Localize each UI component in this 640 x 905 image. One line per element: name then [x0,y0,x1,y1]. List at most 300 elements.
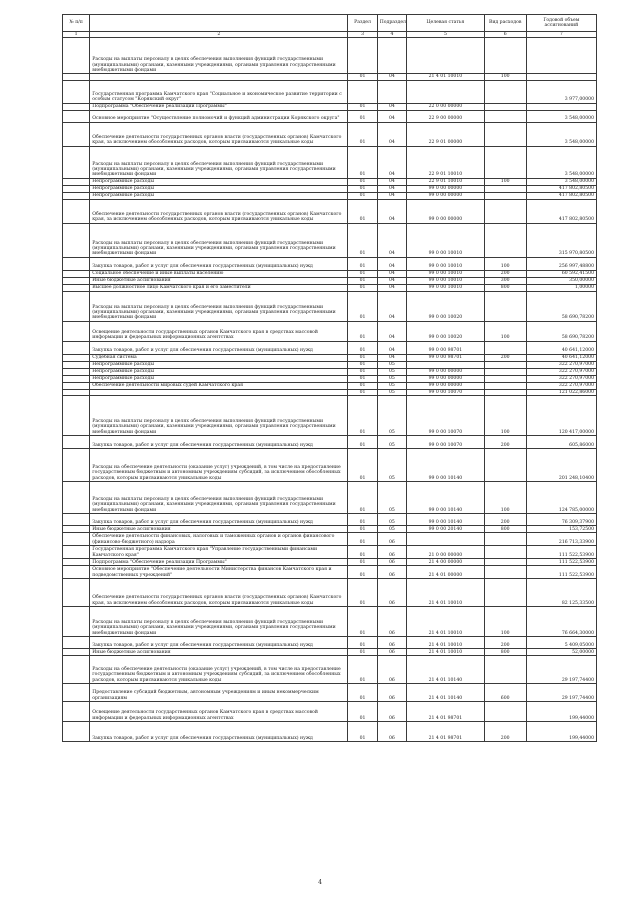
row-target: 99 0 00 20140 [407,525,485,532]
row-exptype [484,192,526,199]
table-row [63,110,597,122]
row-name: Непрограммные расходы [90,368,348,375]
colnum: 2 [90,32,348,38]
row-name: Расходы на выплаты персоналу в целях обеспечения выполнения функций государственными (муниципальными) органами, казенными учреждениями, органами управления государственными внебюджетными фондами [90,146,348,178]
row-name: Непрограммные расходы [90,361,348,368]
table-row [63,199,597,223]
table-row [63,683,597,701]
row-target [407,532,485,545]
row-subsection: 04 [377,178,406,185]
table-row [63,578,597,606]
row-target: 22 0 00 00000 [407,103,485,110]
row-amount: 3 548,00000 [526,110,596,122]
row-amount: 322 270,97000 [526,361,596,368]
row-name: Непрограммные расходы [90,185,348,192]
colnum: 5 [407,32,485,38]
row-section: 01 [348,448,377,481]
row-num [63,368,90,375]
row-amount: 76 664,30000 [526,606,596,636]
row-target: 99 0 00 10140 [407,448,485,481]
row-name: Социальное обеспечение и иные выплаты населению [90,270,348,277]
row-target: 99 0 00 10140 [407,481,485,513]
row-target: 99 0 00 00000 [407,199,485,223]
row-subsection: 04 [377,257,406,270]
row-amount: 216 713,33900 [526,532,596,545]
row-subsection: 04 [377,122,406,146]
row-section: 01 [348,103,377,110]
row-amount: 120 417,00000 [526,395,596,435]
table-header-row [63,15,597,32]
row-num [63,655,90,683]
row-amount: 111 522,53900 [526,545,596,558]
row-exptype [484,223,526,257]
row-name: Основное мероприятие "Обеспечение деятельности Министерства финансов Камчатского края и подведомственных учреждений" [90,565,348,578]
row-subsection: 04 [377,354,406,361]
row-amount: 153,72500 [526,525,596,532]
row-target: 99 0 00 10020 [407,291,485,321]
row-section: 01 [348,321,377,341]
table-row [63,558,597,565]
row-exptype: 100 [484,481,526,513]
row-num [63,257,90,270]
row-amount: 322 270,97000 [526,375,596,382]
row-section: 01 [348,636,377,648]
row-section: 01 [348,513,377,525]
row-amount: 3 548,00000 [526,178,596,185]
row-subsection: 05 [377,435,406,448]
table-row [63,277,597,284]
row-exptype [484,361,526,368]
row-section: 01 [348,532,377,545]
row-amount: 1,00000 [526,284,596,291]
row-section: 01 [348,389,377,395]
header-num: № п/п [63,15,90,32]
table-row [63,606,597,636]
row-subsection: 04 [377,321,406,341]
row-exptype: 800 [484,284,526,291]
row-section: 01 [348,223,377,257]
row-section: 01 [348,481,377,513]
row-exptype [484,558,526,565]
row-name: Закупка товаров, работ и услуг для обеспечения государственных (муниципальных) нужд [90,341,348,354]
row-exptype [484,146,526,178]
row-exptype [484,382,526,389]
row-amount: 76 309,37900 [526,513,596,525]
row-target: 21 4 01 98701 [407,721,485,741]
row-subsection: 04 [377,110,406,122]
row-name: Судебная система [90,354,348,361]
table-row [63,122,597,146]
table-row [63,270,597,277]
row-target: 99 0 00 00000 [407,368,485,375]
row-section: 01 [348,110,377,122]
row-section: 01 [348,199,377,223]
row-subsection: 05 [377,448,406,481]
row-section: 01 [348,606,377,636]
row-exptype [484,103,526,110]
row-num [63,435,90,448]
row-name: Подпрограмма "Обеспечение реализации Программы" [90,103,348,110]
row-section: 01 [348,185,377,192]
row-amount: 605,86000 [526,435,596,448]
row-subsection: 04 [377,74,406,80]
row-exptype [484,38,526,74]
row-amount: 199,44000 [526,701,596,721]
row-amount: 322 270,97000 [526,382,596,389]
row-amount: 52,00000 [526,648,596,655]
row-amount: 121 022,86000 [526,389,596,395]
row-subsection: 04 [377,223,406,257]
row-target: 99 0 00 98701 [407,354,485,361]
table-row [63,648,597,655]
row-num [63,270,90,277]
table-row [63,525,597,532]
row-exptype [484,341,526,354]
row-name: Расходы на выплаты персоналу в целях обеспечения выполнения функций государственными (муниципальными) органами, казенными учреждениями, органами управления государственными внебюджетными фондами [90,606,348,636]
table-row [63,284,597,291]
row-name: Расходы на выплаты персоналу в целях обеспечения выполнения функций государственными (муниципальными) органами, казенными учреждениями, органами управления государственными внебюджетными фондами [90,481,348,513]
row-section: 01 [348,375,377,382]
row-section: 01 [348,655,377,683]
row-target: 21 4 01 98701 [407,701,485,721]
row-name: Закупка товаров, работ и услуг для обеспечения государственных (муниципальных) нужд [90,636,348,648]
row-exptype: 600 [484,683,526,701]
row-num [63,481,90,513]
table-row [63,636,597,648]
row-exptype [484,565,526,578]
row-num [63,532,90,545]
header-exptype: Вид расходов [484,15,526,32]
row-amount: 322 270,97000 [526,368,596,375]
row-exptype [484,578,526,606]
row-target: 21 4 01 10140 [407,683,485,701]
row-num [63,648,90,655]
row-amount: 40 641,12000 [526,354,596,361]
row-subsection: 05 [377,525,406,532]
row-name: Закупка товаров, работ и услуг для обеспечения государственных (муниципальных) нужд [90,257,348,270]
row-section: 01 [348,565,377,578]
row-section: 01 [348,648,377,655]
row-subsection: 04 [377,199,406,223]
row-subsection: 05 [377,375,406,382]
row-exptype: 100 [484,606,526,636]
row-subsection: 04 [377,284,406,291]
row-exptype: 800 [484,648,526,655]
row-exptype [484,110,526,122]
row-num [63,558,90,565]
row-amount: 29 197,74400 [526,683,596,701]
row-subsection: 06 [377,648,406,655]
row-num [63,395,90,435]
header-subsection: Подраздел [377,15,406,32]
row-section: 01 [348,435,377,448]
row-target: 99 0 00 10010 [407,270,485,277]
table-row [63,701,597,721]
row-section: 01 [348,701,377,721]
row-amount: 111 522,53900 [526,565,596,578]
row-target: 99 0 00 10010 [407,277,485,284]
table-row [63,532,597,545]
row-section: 01 [348,277,377,284]
table-row [63,103,597,110]
row-target: 21 4 00 00000 [407,558,485,565]
row-section: 01 [348,192,377,199]
row-subsection [377,80,406,103]
row-name: Основное мероприятие "Осуществление полномочий и функций администрации Корякского округа" [90,110,348,122]
row-subsection [377,38,406,74]
table-row [63,375,597,382]
row-exptype [484,185,526,192]
row-exptype [484,545,526,558]
table-row [63,321,597,341]
row-num [63,122,90,146]
row-name: Обеспечение деятельности мировых судей Камчатского края [90,382,348,389]
table-row [63,223,597,257]
row-num [63,513,90,525]
row-target: 22 9 01 00000 [407,122,485,146]
row-subsection: 06 [377,558,406,565]
row-amount: 58 690,78200 [526,291,596,321]
table-row [63,354,597,361]
row-name: Высшее должностное лицо Камчатского края и его заместители [90,284,348,291]
row-num [63,525,90,532]
row-amount [526,38,596,74]
row-section: 01 [348,558,377,565]
table-row [63,341,597,354]
row-subsection: 05 [377,481,406,513]
row-name: Обеспечение деятельности государственных органов власти (государственных органов) Камчатского края, за исключением обособленных расходов, которым присваиваются уникальные коды [90,578,348,606]
row-amount: 256 997,48800 [526,257,596,270]
row-subsection: 06 [377,721,406,741]
row-name: Обеспечение деятельности финансовых, налоговых и таможенных органов и органов финансового (финансово-бюджетного) надзора [90,532,348,545]
row-amount: 3 548,00000 [526,122,596,146]
row-section [348,80,377,103]
row-section: 01 [348,291,377,321]
row-section: 01 [348,74,377,80]
row-target: 99 0 00 10070 [407,435,485,448]
row-name: Освещение деятельности государственных органов Камчатского края в средствах массовой информации и федеральных информационных агентствах [90,321,348,341]
row-num [63,565,90,578]
row-amount: 5 409,05000 [526,636,596,648]
row-subsection: 06 [377,683,406,701]
row-subsection: 04 [377,291,406,321]
row-target: 99 0 00 10020 [407,321,485,341]
row-target: 99 0 00 10010 [407,223,485,257]
row-num [63,721,90,741]
row-num [63,448,90,481]
table-row [63,481,597,513]
row-name: Государственная программа Камчатского края "Социальное и экономическое развитие территории с особым статусом "Корякский округ" [90,80,348,103]
row-amount: 3 548,00000 [526,146,596,178]
row-name: Расходы на выплаты персоналу в целях обеспечения выполнения функций государственными (муниципальными) органами, казенными учреждениями, органами управления государственными внебюджетными фондами [90,223,348,257]
row-subsection: 06 [377,578,406,606]
row-exptype: 300 [484,277,526,284]
row-exptype: 200 [484,354,526,361]
row-exptype [484,122,526,146]
row-subsection: 06 [377,655,406,683]
row-num [63,80,90,103]
row-subsection: 04 [377,185,406,192]
row-section: 01 [348,525,377,532]
row-subsection: 05 [377,395,406,435]
row-exptype: 100 [484,257,526,270]
row-section: 01 [348,146,377,178]
header-name [90,15,348,32]
row-name: Закупка товаров, работ и услуг для обеспечения государственных (муниципальных) нужд [90,513,348,525]
row-section: 01 [348,368,377,375]
row-section: 01 [348,284,377,291]
row-name: Закупка товаров, работ и услуг для обеспечения государственных (муниципальных) нужд [90,435,348,448]
row-target: 99 0 00 00000 [407,185,485,192]
row-num [63,382,90,389]
table-row [63,80,597,103]
row-target: 21 4 01 10010 [407,606,485,636]
row-num [63,321,90,341]
colnum: 6 [484,32,526,38]
row-num [63,701,90,721]
budget-table [62,14,597,742]
row-section: 01 [348,382,377,389]
row-section: 01 [348,354,377,361]
row-name: Закупка товаров, работ и услуг для обеспечения государственных (муниципальных) нужд [90,721,348,741]
row-exptype: 800 [484,525,526,532]
row-subsection: 04 [377,103,406,110]
row-section: 01 [348,361,377,368]
row-name: Расходы на выплаты персоналу в целях обеспечения выполнения функций государственными (муниципальными) органами, казенными учреждениями, органами управления государственными внебюджетными фондами [90,395,348,435]
table-row [63,257,597,270]
row-exptype: 200 [484,721,526,741]
row-amount: 40 641,12000 [526,341,596,354]
row-num [63,578,90,606]
row-amount: 199,44000 [526,721,596,741]
row-num [63,545,90,558]
row-num [63,291,90,321]
row-name: Расходы на выплаты персоналу в целях обеспечения выполнения функций государственными (муниципальными) органами, казенными учреждениями, органами управления государственными внебюджетными фондами [90,291,348,321]
row-exptype [484,532,526,545]
header-section: Раздел [348,15,377,32]
table-row [63,178,597,185]
table-row [63,38,597,74]
table-row [63,382,597,389]
row-target: 99 0 00 98701 [407,341,485,354]
row-exptype [484,701,526,721]
row-target: 21 4 01 10010 [407,648,485,655]
row-target: 99 0 00 10010 [407,257,485,270]
row-exptype: 100 [484,178,526,185]
row-name: Непрограммные расходы [90,375,348,382]
row-target: 21 0 00 00000 [407,545,485,558]
row-subsection: 04 [377,146,406,178]
row-subsection: 04 [377,277,406,284]
row-subsection: 05 [377,389,406,395]
row-target [407,361,485,368]
row-exptype: 200 [484,270,526,277]
row-num [63,375,90,382]
row-amount: 29 197,74400 [526,655,596,683]
row-amount: 111 522,53900 [526,558,596,565]
row-target: 99 0 00 10140 [407,513,485,525]
row-subsection: 04 [377,192,406,199]
row-target [407,38,485,74]
page-number: 4 [318,879,322,886]
row-exptype [484,291,526,321]
row-section: 01 [348,270,377,277]
row-subsection: 06 [377,701,406,721]
row-section: 01 [348,578,377,606]
row-exptype [484,655,526,683]
row-amount: 124 785,00000 [526,481,596,513]
row-section: 01 [348,395,377,435]
row-subsection: 06 [377,545,406,558]
row-exptype [484,368,526,375]
row-num [63,110,90,122]
table-row [63,368,597,375]
row-num [63,277,90,284]
row-target: 21 4 01 10010 [407,74,485,80]
table-body [63,38,597,742]
row-subsection: 06 [377,606,406,636]
row-name: Освещение деятельности государственных органов Камчатского края в средствах массовой информации и федеральных информационных агентствах [90,701,348,721]
row-section [348,38,377,74]
header-target: Целевая статья [407,15,485,32]
table-row [63,435,597,448]
row-num [63,683,90,701]
colnum: 7 [526,32,596,38]
table-row [63,565,597,578]
row-exptype: 100 [484,321,526,341]
row-name: Иные бюджетные ассигнования [90,648,348,655]
row-name: Расходы на выплаты персоналу в целях обеспечения выполнения функций государственными (муниципальными) органами, казенными учреждениями, органами управления государственными внебюджетными фондами [90,38,348,74]
colnum: 1 [63,32,90,38]
row-section: 01 [348,122,377,146]
row-num [63,636,90,648]
row-subsection: 04 [377,341,406,354]
row-target: 21 4 01 10010 [407,636,485,648]
row-num [63,199,90,223]
row-target: 22 9 01 10010 [407,178,485,185]
row-target: 21 4 01 10010 [407,578,485,606]
row-section: 01 [348,683,377,701]
row-amount: 315 970,80500 [526,223,596,257]
row-name: Непрограммные расходы [90,192,348,199]
row-amount: 3 977,00000 [526,80,596,103]
row-subsection: 06 [377,565,406,578]
row-exptype: 100 [484,74,526,80]
row-num [63,223,90,257]
row-exptype: 200 [484,513,526,525]
row-target: 99 0 00 10010 [407,284,485,291]
row-amount: 417 802,80500 [526,185,596,192]
row-name: Непрограммные расходы [90,178,348,185]
table-row [63,655,597,683]
row-section: 01 [348,545,377,558]
table-row [63,513,597,525]
colnum: 3 [348,32,377,38]
row-num [63,178,90,185]
table-row [63,146,597,178]
row-num [63,146,90,178]
row-exptype: 200 [484,435,526,448]
row-exptype [484,375,526,382]
row-target: 99 0 00 00000 [407,192,485,199]
row-section: 01 [348,257,377,270]
row-name: Обеспечение деятельности государственных органов власти (государственных органов) Камчатского края, за исключением обособленных расходов, которым присваиваются уникальные коды [90,199,348,223]
colnum: 4 [377,32,406,38]
table-row [63,448,597,481]
row-section: 01 [348,341,377,354]
row-target: 99 0 00 00000 [407,375,485,382]
row-target: 21 4 01 00000 [407,565,485,578]
